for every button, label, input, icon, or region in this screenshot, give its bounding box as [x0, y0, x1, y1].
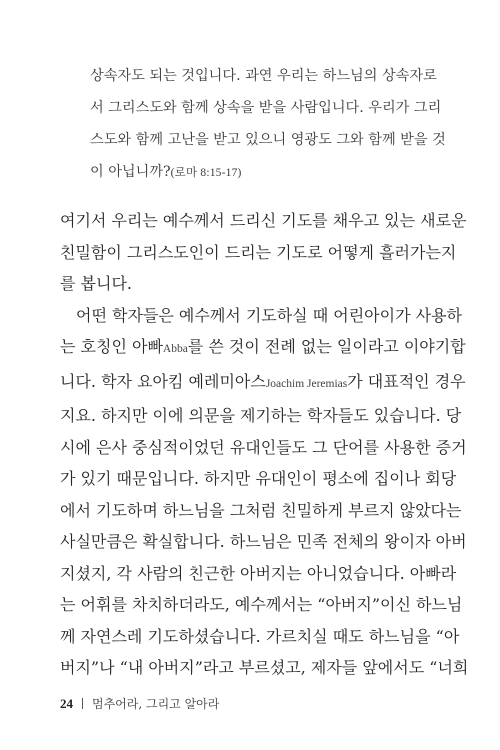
paragraph-line: 친밀함이 그리스도인이 드리는 기도로 어떻게 흘러가는지 [60, 242, 457, 262]
paragraph-line: 사실만큼은 확실합니다. 하느님은 민족 전체의 왕이자 아버 [60, 532, 467, 551]
paragraph-line [60, 366, 466, 401]
page-footer [60, 695, 219, 712]
body-text [60, 205, 469, 684]
page-number: 24 [60, 696, 73, 711]
quote-line: 스도와 함께 고난을 받고 있으니 영광도 그와 함께 받을 것 [90, 132, 446, 148]
paragraph-line: 어떤 학자들은 예수께서 기도하실 때 어린아이가 사용하 [76, 305, 463, 325]
paragraph-line: 를 봅니다. [60, 274, 132, 293]
quote-line-text: 이 아닙니까? [90, 164, 171, 180]
latin-name-jeremias: Joachim Jeremias [265, 377, 348, 390]
paragraph-line: 가 있기 때문입니다. 하지만 유대인이 평소에 집이나 회당 [60, 469, 457, 488]
quote-line: 상속자도 되는 것입니다. 과연 우리는 하느님의 상속자로 [90, 68, 437, 84]
paragraph-line: 께 자연스레 기도하셨습니다. 가르치실 때도 하느님을 “아 [60, 626, 460, 646]
paragraph-line: 는 어휘를 차치하더라도, 예수께서는 “아버지”이신 하느님 [60, 595, 463, 614]
latin-term-abba: Abba [162, 343, 188, 355]
footer-divider [82, 698, 83, 709]
paragraph-line: 시에 은사 중심적이었던 유대인들도 그 단어를 사용한 증거 [60, 437, 467, 457]
paragraph-line: 에서 기도하며 하느님을 그처럼 친밀하게 부르지 않았다는 [60, 500, 462, 520]
line-text: 는 호칭인 아빠 [60, 337, 163, 356]
quote-line-last [90, 156, 415, 189]
book-title: 멈추어라, 그리고 알아라 [92, 697, 220, 711]
line-text: 가 대표적인 경우 [347, 371, 466, 391]
paragraph-line: 지셨지, 각 사람의 친근한 아버지는 아니었습니다. 아빠라 [60, 563, 457, 583]
quote-line: 서 그리스도와 함께 상속을 받을 사람입니다. 우리가 그리 [90, 100, 442, 116]
paragraph-line [60, 331, 466, 366]
paragraph-line: 버지”나 “내 아버지”라고 부르셨고, 제자들 앞에서도 “너희 [60, 658, 469, 677]
paragraph-line: 지요. 하지만 이에 의문을 제기하는 학자들도 있습니다. 당 [60, 406, 462, 425]
paragraph-line: 여기서 우리는 예수께서 드리신 기도를 채우고 있는 새로운 [60, 211, 467, 230]
scripture-reference: (로마 8:15-17) [170, 167, 242, 179]
line-text: 를 쓴 것이 전례 없는 일이라고 이야기합 [187, 337, 466, 356]
scripture-quote [90, 60, 446, 189]
line-text: 니다. 학자 요아킴 예레미아스 [60, 371, 266, 391]
